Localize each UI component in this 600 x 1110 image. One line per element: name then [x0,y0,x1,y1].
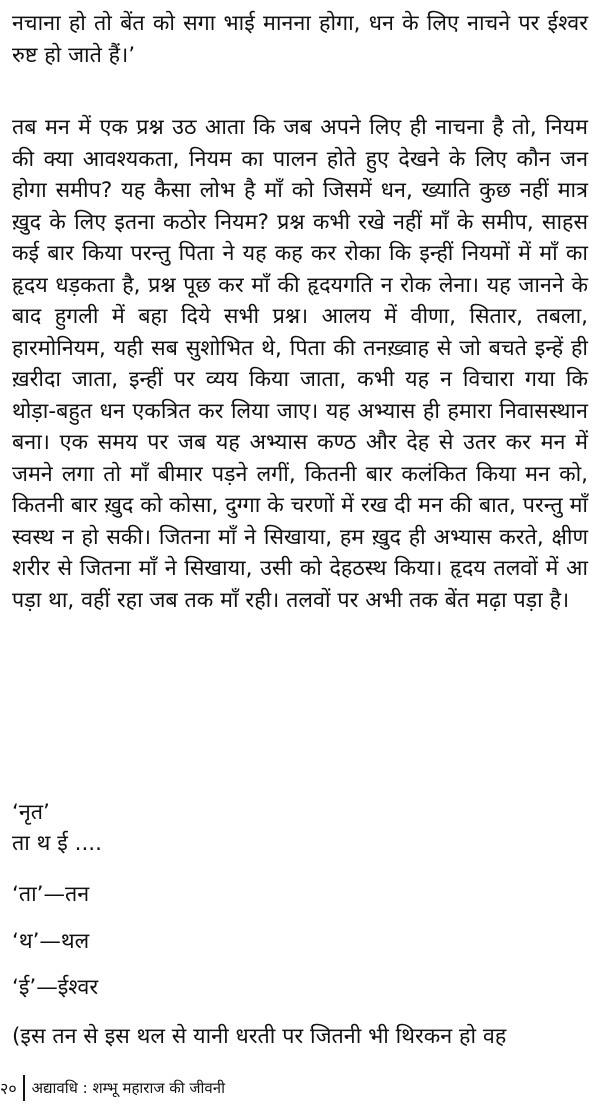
paragraph-2: तब मन में एक प्रश्न उठ आता कि जब अपने लिए ही नाचना है तो, नियम की क्या आवश्यकता, नियम का पालन होते हुए देखने के लिए कौन जन होगा समीप? यह कैसा लोभ है माँ को जिसमें धन, ख्याति कुछ नहीं मात्र ख़ुद के लिए इतना कठोर नियम? प्रश्न कभी रखे नहीं माँ के समीप, साहस कई बार किया परन्तु पिता ने यह कह कर रोका कि इन्हीं नियमों में माँ का हृदय धड़कता है, प्रश्न पूछ कर माँ की हृदयगति न रोक लेना। यह जानने के बाद हुगली में बहा दिये सभी प्रश्न। आलय में वीणा, सितार, तबला, हारमोनियम, यही सब सुशोभित थे, पिता की तनख़्वाह से जो बचते इन्हें ही ख़रीदा जाता, इन्हीं पर व्यय किया जाता, कभी यह न विचारा गया कि थोड़ा-बहुत धन एकत्रित कर लिया जाए। यह अभ्यास ही हमारा निवासस्थान बना। एक समय पर जब यह अभ्यास कण्ठ और देह से उतर कर मन में जमने लगा तो माँ बीमार पड़ने लगीं, कितनी बार कलंकित किया मन को, कितनी बार ख़ुद को कोसा, दुग्गा के चरणों में रख दी मन की बात, परन्तु माँ स्वस्थ न हो सकी। जितना माँ ने सिखाया, हम ख़ुद ही अभ्यास करते, क्षीण शरीर से जितना माँ ने सिखाया, उसी को देहठस्थ किया। हृदय तलवों में आ पड़ा था, वहीं रहा जब तक माँ रही। तलवों पर अभी तक बेंत मढ़ा पड़ा है। [12,115,588,613]
paragraph-1: नचाना हो तो बेंत को सगा भाई मानना होगा, धन के लिए नाचने पर ईश्वर रुष्ट हो जाते हैं।’ [12,11,588,68]
verse-line-ta: ‘ता’—तन [12,882,90,907]
verse-syllables: ता थ ई .... [12,831,102,856]
verse-title: ‘नृत’ [12,800,50,825]
page-footer [0,1074,225,1102]
verse-line-ee: ‘ई’—ईश्वर [12,975,99,1000]
continuation-line: (इस तन से इस थल से यानी धरती पर जितनी भी थिरकन हो वह [12,1024,507,1049]
footer-divider [23,1075,25,1101]
verse-line-tha: ‘थ’—थल [12,929,90,954]
page-number: २० [0,1079,17,1098]
running-title: अद्यावधि : शम्भू महाराज की जीवनी [31,1079,225,1097]
